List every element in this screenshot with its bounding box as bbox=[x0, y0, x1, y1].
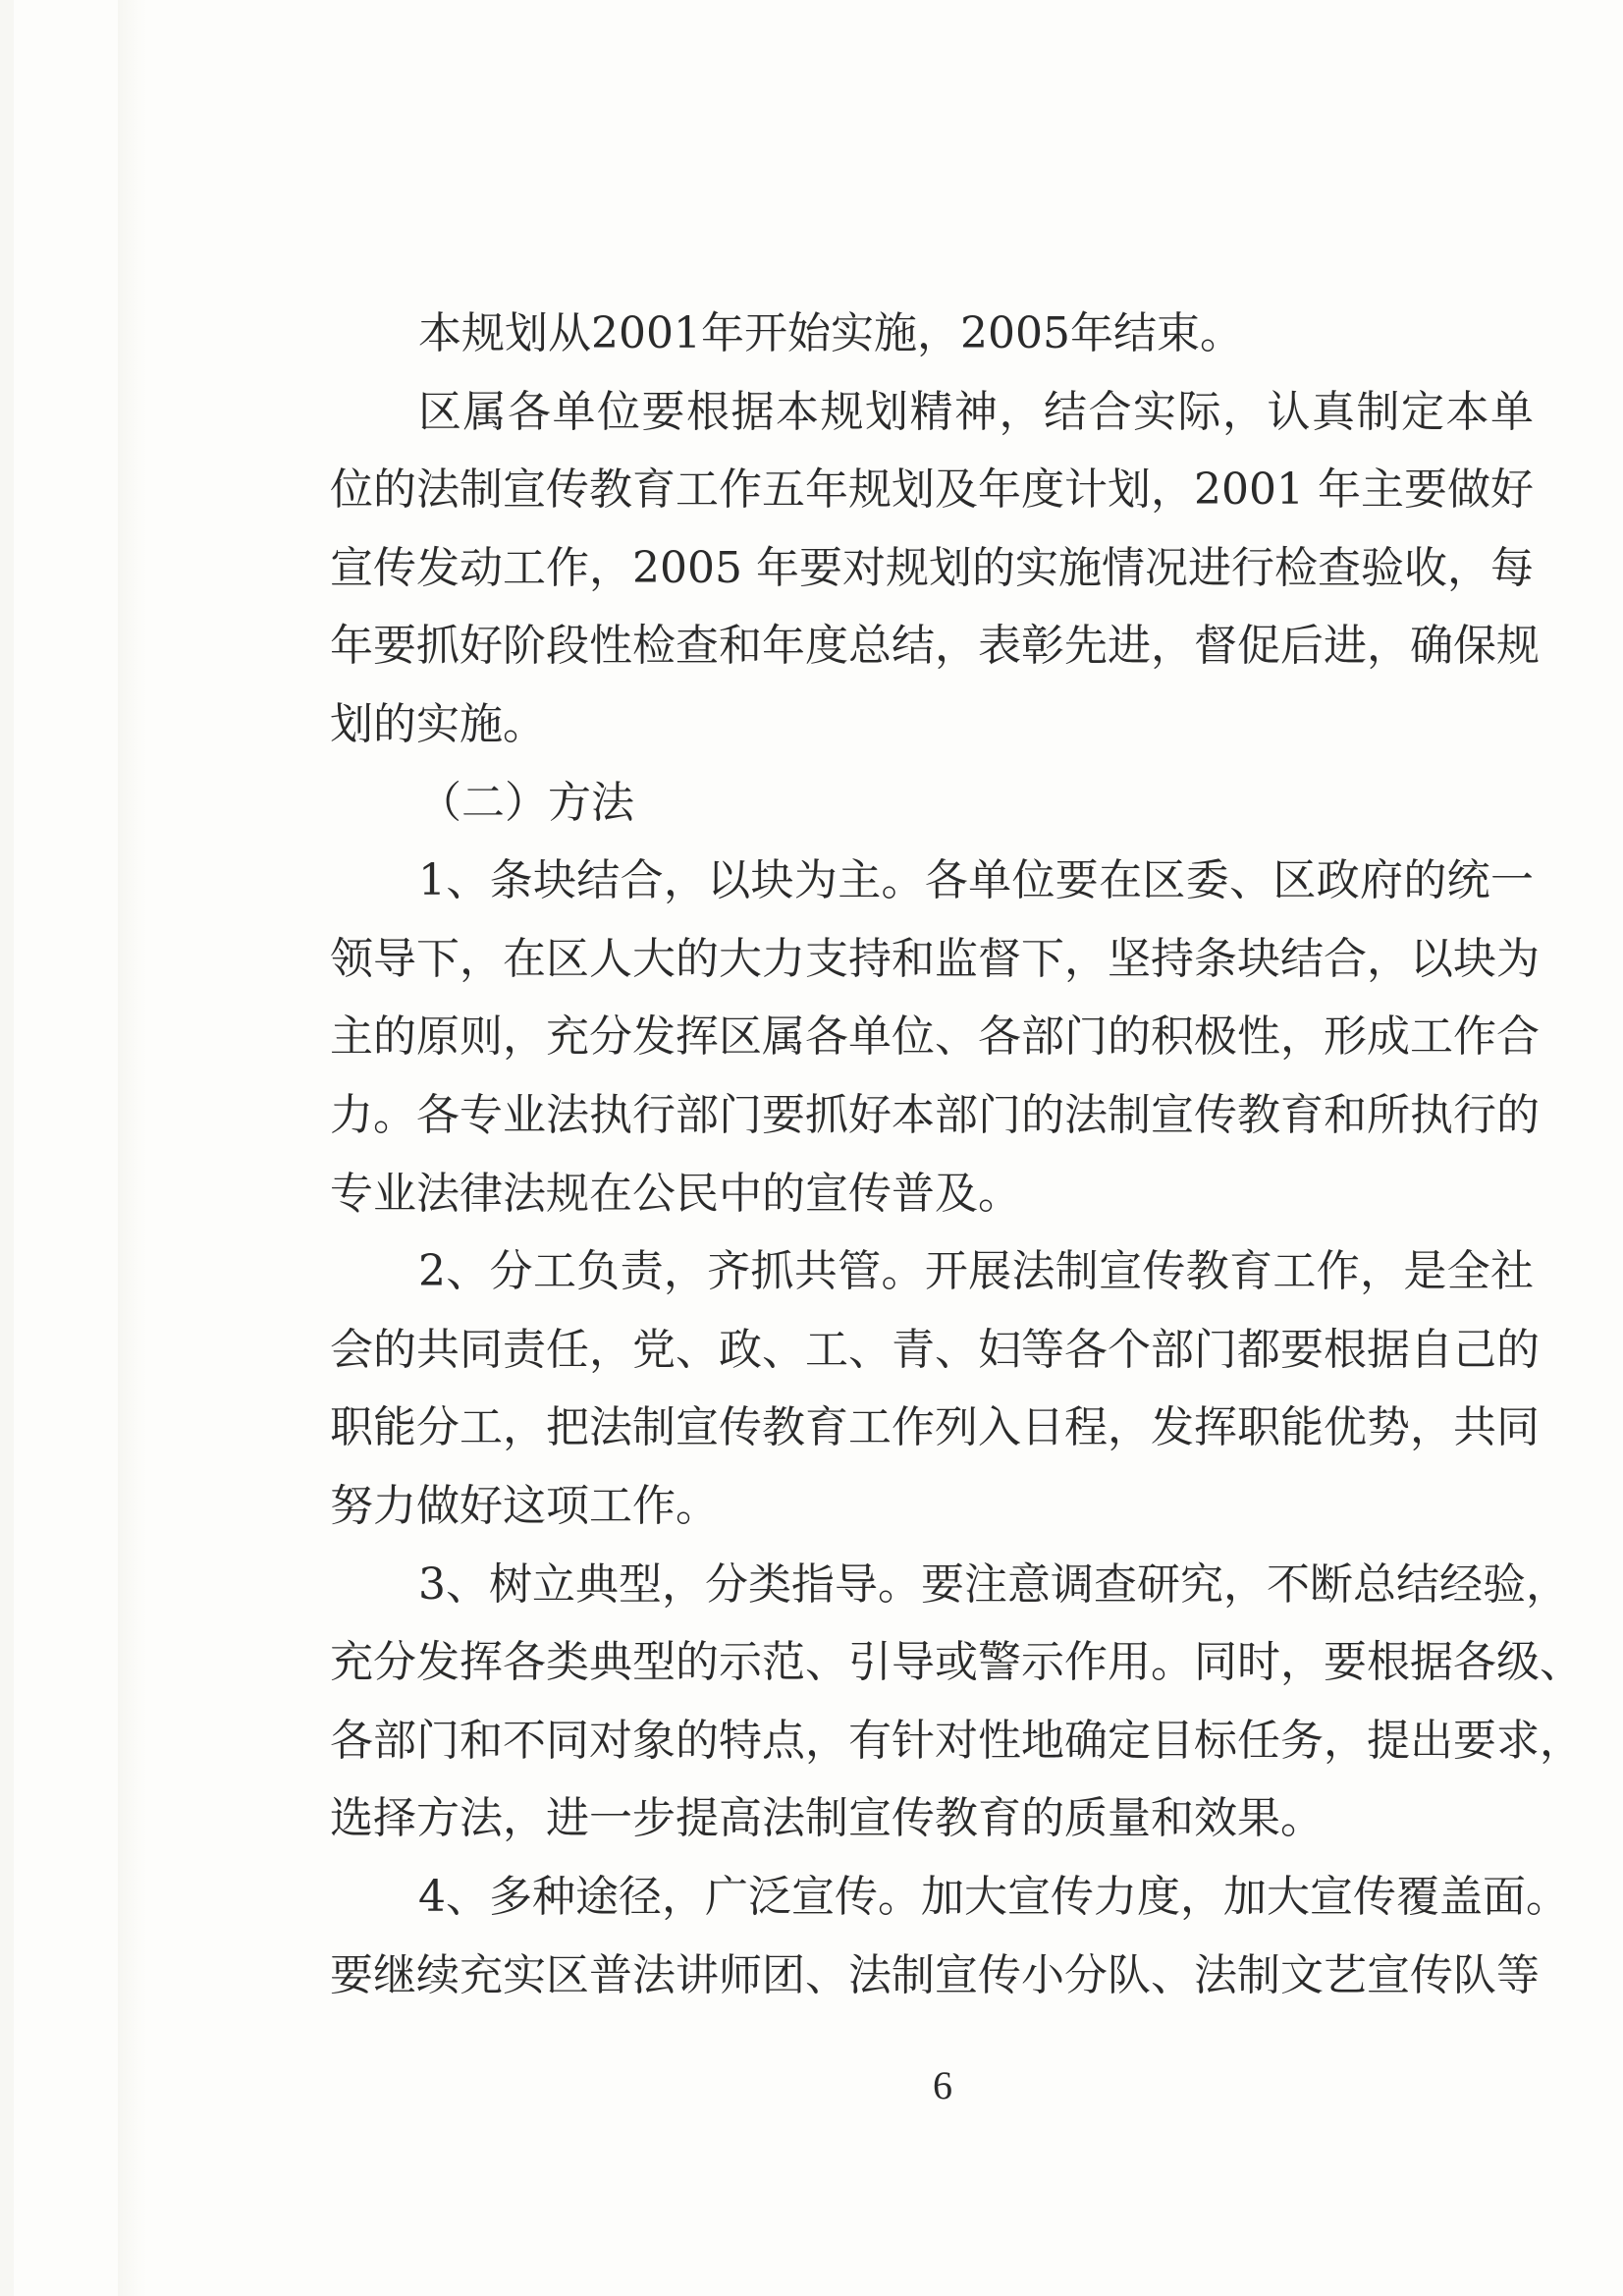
text-line: 宣传发动工作，2005 年要对规划的实施情况进行检查验收，每 bbox=[330, 542, 1534, 593]
text-line: 主的原则，充分发挥区属各单位、各部门的积极性，形成工作合 bbox=[330, 1011, 1540, 1063]
text-line: 选择方法，进一步提高法制宣传教育的质量和效果。 bbox=[330, 1793, 1324, 1844]
text-line: 职能分工，把法制宣传教育工作列入日程，发挥职能优势，共同 bbox=[330, 1402, 1540, 1453]
text-line: 4、多种途径，广泛宣传。加大宣传力度，加大宣传覆盖面。 bbox=[418, 1872, 1569, 1922]
text-line: 充分发挥各类典型的示范、引导或警示作用。同时，要根据各级、 bbox=[330, 1637, 1583, 1688]
text-line: 会的共同责任，党、政、工、青、妇等各个部门都要根据自己的 bbox=[330, 1324, 1540, 1375]
text-line: 各部门和不同对象的特点，有针对性地确定目标任务，提出要求， bbox=[330, 1715, 1583, 1766]
text-line: 1、条块结合，以块为主。各单位要在区委、区政府的统一 bbox=[418, 855, 1534, 906]
text-line: 要继续充实区普法讲师团、法制宣传小分队、法制文艺宣传队等 bbox=[330, 1949, 1540, 2000]
text-line: 年要抓好阶段性检查和年度总结，表彰先进，督促后进，确保规 bbox=[330, 621, 1540, 672]
text-line: 专业法律法规在公民中的宣传普及。 bbox=[330, 1168, 1021, 1219]
page-fold-shadow bbox=[118, 0, 147, 2296]
scan-edge bbox=[0, 0, 14, 2296]
text-line: 领导下，在区人大的大力支持和监督下，坚持条块结合，以块为 bbox=[330, 933, 1540, 984]
text-line: 2、分工负责，齐抓共管。开展法制宣传教育工作，是全社 bbox=[418, 1246, 1534, 1297]
text-line: 划的实施。 bbox=[330, 699, 546, 749]
text-line: 区属各单位要根据本规划精神，结合实际，认真制定本单 bbox=[418, 386, 1534, 437]
text-line: 努力做好这项工作。 bbox=[330, 1481, 719, 1531]
text-line: 本规划从2001年开始实施，2005年结束。 bbox=[418, 308, 1243, 358]
text-line: 力。各专业法执行部门要抓好本部门的法制宣传教育和所执行的 bbox=[330, 1090, 1540, 1140]
text-line: 3、树立典型，分类指导。要注意调查研究，不断总结经验， bbox=[418, 1558, 1569, 1610]
page-number: 6 bbox=[933, 2063, 952, 2107]
section-heading: （二）方法 bbox=[418, 777, 634, 828]
text-line: 位的法制宣传教育工作五年规划及年度计划，2001 年主要做好 bbox=[330, 465, 1534, 516]
